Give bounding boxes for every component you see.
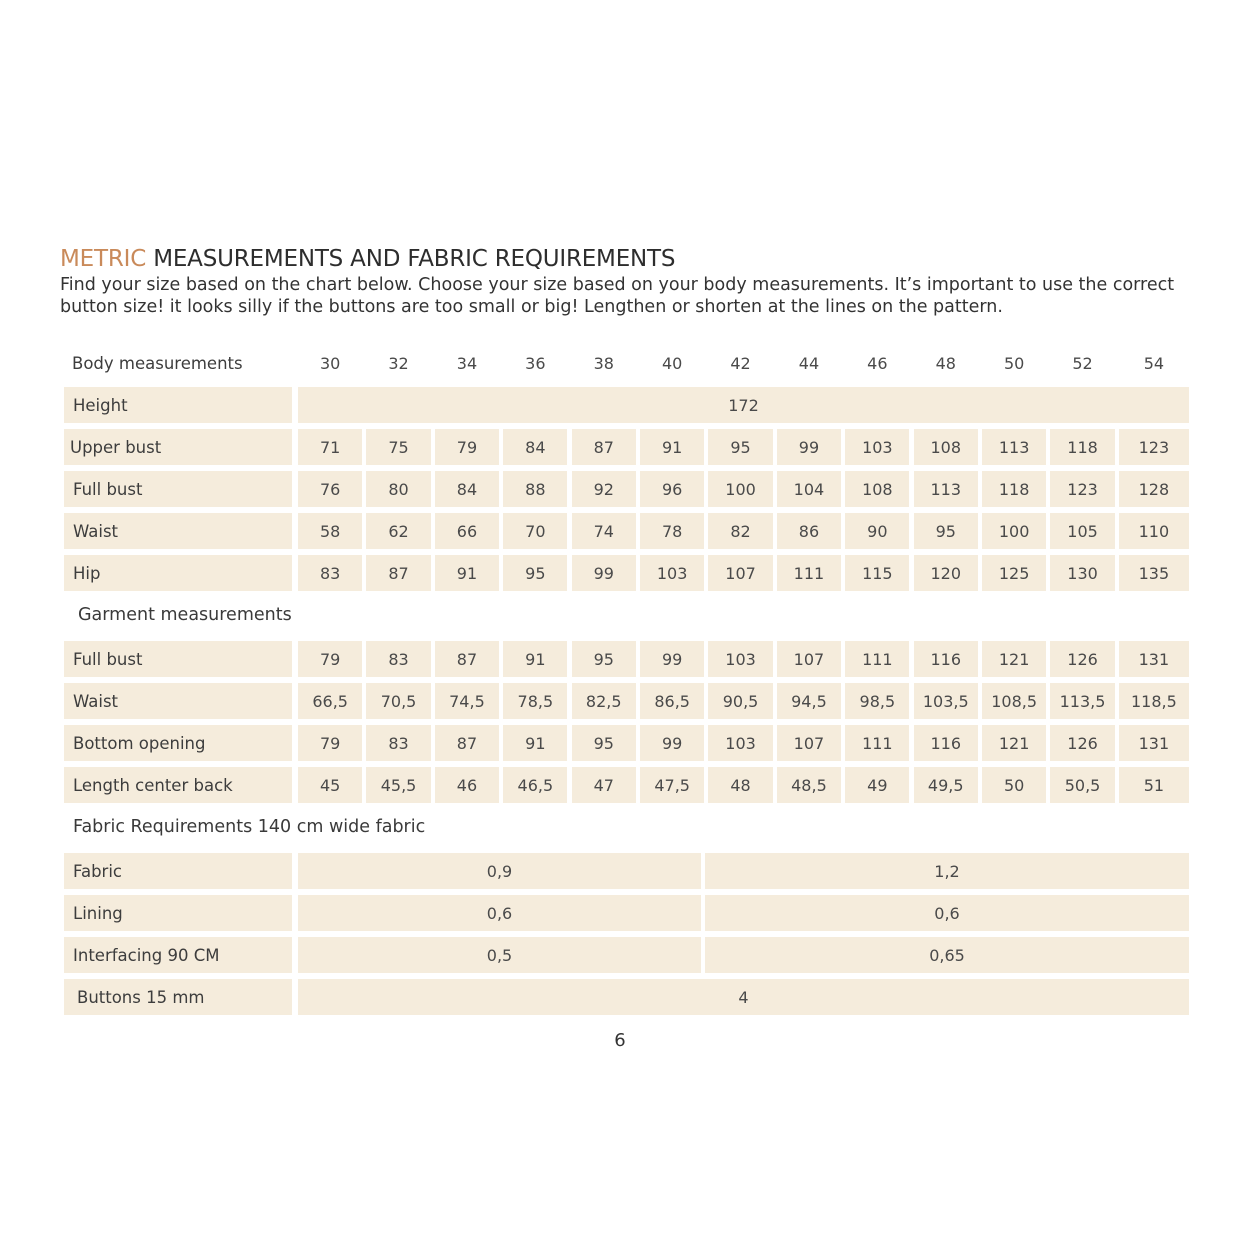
table-cell: 74,5	[435, 683, 499, 719]
row-label: Lining	[64, 895, 292, 931]
size-header: 48	[935, 353, 956, 373]
size-header: 52	[1072, 353, 1093, 373]
table-cell: 50,5	[1050, 767, 1114, 803]
table-cell: 90	[845, 513, 909, 549]
table-cell: 103	[845, 429, 909, 465]
table-cell: 113,5	[1050, 683, 1114, 719]
table-cell: 66	[435, 513, 499, 549]
table-cell: 108,5	[982, 683, 1046, 719]
table-cell: 107	[777, 641, 841, 677]
table-cell: 91	[503, 725, 567, 761]
table-cell: 50	[982, 767, 1046, 803]
table-cell: 108	[914, 429, 978, 465]
fabric-heading: Fabric Requirements 140 cm wide fabric	[73, 817, 426, 837]
table-cell: 118,5	[1119, 683, 1189, 719]
row-label: Hip	[64, 555, 292, 591]
table-cell: 126	[1050, 641, 1114, 677]
table-cell: 79	[298, 641, 362, 677]
table-cell: 84	[503, 429, 567, 465]
fabric-left-value: 0,9	[298, 853, 701, 889]
table-cell: 45	[298, 767, 362, 803]
table-cell: 71	[298, 429, 362, 465]
table-cell: 95	[503, 555, 567, 591]
size-header: 36	[525, 353, 546, 373]
table-cell: 118	[982, 471, 1046, 507]
table-cell: 86,5	[640, 683, 704, 719]
table-cell: 74	[572, 513, 636, 549]
table-cell: 99	[777, 429, 841, 465]
table-cell: 131	[1119, 725, 1189, 761]
table-cell: 95	[914, 513, 978, 549]
table-cell: 103	[708, 725, 772, 761]
row-label: Waist	[64, 683, 292, 719]
table-cell: 107	[708, 555, 772, 591]
table-cell: 51	[1119, 767, 1189, 803]
table-cell: 83	[366, 725, 430, 761]
table-cell: 121	[982, 725, 1046, 761]
table-cell: 49,5	[914, 767, 978, 803]
table-cell: 100	[708, 471, 772, 507]
table-cell: 131	[1119, 641, 1189, 677]
table-cell: 70	[503, 513, 567, 549]
table-cell: 70,5	[366, 683, 430, 719]
buttons-value: 4	[298, 979, 1189, 1015]
table-cell: 83	[298, 555, 362, 591]
table-cell: 95	[572, 641, 636, 677]
table-cell: 80	[366, 471, 430, 507]
size-header: 44	[798, 353, 820, 373]
title-rest: MEASUREMENTS AND FABRIC REQUIREMENTS	[153, 246, 676, 272]
table-cell: 46,5	[503, 767, 567, 803]
table-cell: 82,5	[572, 683, 636, 719]
garment-heading: Garment measurements	[78, 605, 292, 625]
table-cell: 125	[982, 555, 1046, 591]
body-header-label: Body measurements	[72, 353, 243, 373]
intro-text: Find your size based on the chart below. Choose your size based on your body measurements. It’s important to use the correct button size! it looks silly if the buttons are too small or big! Lengthen or shorten at the lines on the pattern.	[60, 275, 1175, 317]
table-cell: 94,5	[777, 683, 841, 719]
table-cell: 121	[982, 641, 1046, 677]
table-cell: 103	[708, 641, 772, 677]
table-cell: 46	[435, 767, 499, 803]
table-cell: 95	[708, 429, 772, 465]
table-cell: 45,5	[366, 767, 430, 803]
table-cell: 113	[982, 429, 1046, 465]
table-cell: 87	[572, 429, 636, 465]
table-cell: 103	[640, 555, 704, 591]
table-cell: 48,5	[777, 767, 841, 803]
title-accent: METRIC	[60, 246, 147, 272]
row-label: Height	[64, 387, 292, 423]
table-cell: 111	[845, 641, 909, 677]
table-cell: 91	[640, 429, 704, 465]
page-number: 6	[614, 1030, 626, 1051]
table-cell: 130	[1050, 555, 1114, 591]
table-cell: 79	[435, 429, 499, 465]
size-header: 38	[593, 353, 614, 373]
table-cell: 84	[435, 471, 499, 507]
fabric-right-value: 0,65	[705, 937, 1189, 973]
table-cell: 87	[435, 725, 499, 761]
table-cell: 90,5	[708, 683, 772, 719]
row-label: Full bust	[64, 641, 292, 677]
table-cell: 99	[640, 641, 704, 677]
table-cell: 86	[777, 513, 841, 549]
size-header: 34	[456, 353, 478, 373]
size-header: 50	[1003, 353, 1025, 373]
table-cell: 99	[640, 725, 704, 761]
height-value: 172	[298, 387, 1189, 423]
table-cell: 116	[914, 641, 978, 677]
fabric-left-value: 0,5	[298, 937, 701, 973]
row-label: Bottom opening	[64, 725, 292, 761]
table-cell: 83	[366, 641, 430, 677]
size-header: 54	[1143, 353, 1165, 373]
table-cell: 49	[845, 767, 909, 803]
table-cell: 128	[1119, 471, 1189, 507]
table-cell: 88	[503, 471, 567, 507]
table-cell: 87	[366, 555, 430, 591]
row-label: Upper bust	[64, 429, 292, 465]
table-cell: 95	[572, 725, 636, 761]
fabric-right-value: 1,2	[705, 853, 1189, 889]
table-cell: 135	[1119, 555, 1189, 591]
fabric-right-value: 0,6	[705, 895, 1189, 931]
table-cell: 104	[777, 471, 841, 507]
table-cell: 78,5	[503, 683, 567, 719]
table-cell: 75	[366, 429, 430, 465]
table-cell: 47,5	[640, 767, 704, 803]
table-cell: 92	[572, 471, 636, 507]
table-cell: 91	[503, 641, 567, 677]
size-header: 42	[730, 353, 751, 373]
table-cell: 105	[1050, 513, 1114, 549]
table-cell: 111	[845, 725, 909, 761]
table-cell: 123	[1119, 429, 1189, 465]
row-label: Waist	[64, 513, 292, 549]
table-cell: 82	[708, 513, 772, 549]
row-label: Buttons 15 mm	[64, 979, 292, 1015]
table-cell: 47	[572, 767, 636, 803]
table-cell: 100	[982, 513, 1046, 549]
row-label: Full bust	[64, 471, 292, 507]
table-cell: 58	[298, 513, 362, 549]
table-cell: 78	[640, 513, 704, 549]
row-label: Interfacing 90 CM	[64, 937, 292, 973]
table-cell: 113	[914, 471, 978, 507]
table-cell: 76	[298, 471, 362, 507]
table-cell: 107	[777, 725, 841, 761]
table-cell: 96	[640, 471, 704, 507]
table-cell: 79	[298, 725, 362, 761]
table-cell: 87	[435, 641, 499, 677]
size-header: 32	[388, 353, 409, 373]
table-cell: 48	[708, 767, 772, 803]
table-cell: 123	[1050, 471, 1114, 507]
table-cell: 118	[1050, 429, 1114, 465]
table-cell: 98,5	[845, 683, 909, 719]
table-cell: 111	[777, 555, 841, 591]
table-cell: 116	[914, 725, 978, 761]
table-cell: 99	[572, 555, 636, 591]
size-header: 40	[661, 353, 683, 373]
row-label: Length center back	[64, 767, 292, 803]
table-cell: 120	[914, 555, 978, 591]
size-header: 30	[319, 353, 341, 373]
table-cell: 126	[1050, 725, 1114, 761]
fabric-left-value: 0,6	[298, 895, 701, 931]
table-cell: 91	[435, 555, 499, 591]
table-cell: 110	[1119, 513, 1189, 549]
table-cell: 66,5	[298, 683, 362, 719]
table-cell: 108	[845, 471, 909, 507]
page-title	[60, 246, 675, 272]
row-label: Fabric	[64, 853, 292, 889]
table-cell: 62	[366, 513, 430, 549]
table-cell: 103,5	[914, 683, 978, 719]
table-cell: 115	[845, 555, 909, 591]
size-header: 46	[867, 353, 888, 373]
